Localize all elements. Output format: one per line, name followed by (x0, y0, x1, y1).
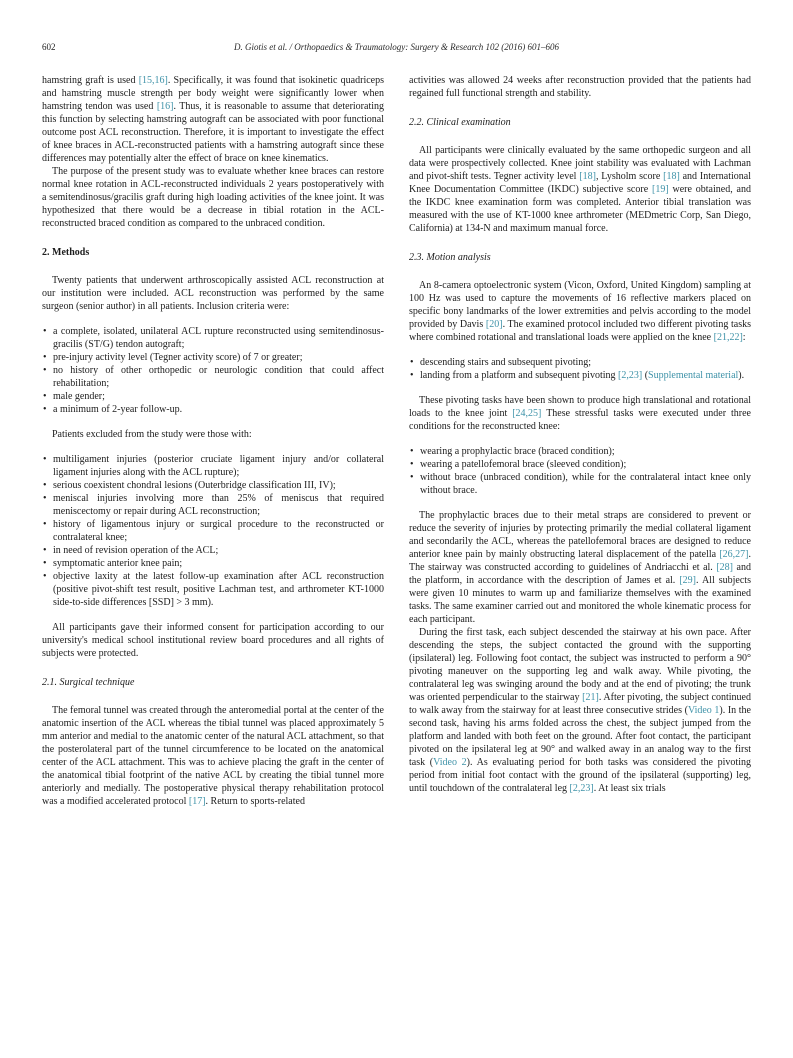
citation-link[interactable]: [15,16] (138, 75, 168, 86)
paragraph (42, 274, 384, 313)
text-run: . After pivoting, the subject continued to walk away from the stairway for at least three consecutive strides ( (409, 692, 751, 716)
text-run: and International Knee Documentation Committee (IKDC) subjective score (409, 171, 751, 195)
text-run: a complete, isolated, unilateral ACL rupture reconstructed using semitendinosus-gracilis (ST/G) tendon autograft; (53, 326, 384, 350)
citation-link[interactable]: [19] (651, 184, 669, 195)
journal-citation-line: D. Giotis et al. / Orthopaedics & Traumatology: Surgery & Research 102 (2016) 601–606 (233, 42, 560, 52)
citation-link[interactable]: [29] (679, 575, 696, 586)
citation-link[interactable]: Supplemental material (648, 370, 739, 381)
text-run: serious coexistent chondral lesions (Outerbridge classification III, IV); (53, 480, 336, 491)
list-item (409, 458, 751, 471)
text-run: and the platform, in accordance with the description of James et al. (409, 562, 751, 586)
text-run: ). In the second task, having his arms folded across the chest, the subject jumped from the platform and landed with both feet on the ground. After foot contact, the participant pivoted on the ipsilateral leg at 90° and walked away in an analog way to the first task ( (409, 705, 751, 768)
text-run: These pivoting tasks have been shown to produce high translational and rotational loads to the knee joint (409, 395, 751, 419)
citation-link[interactable]: [21,22] (713, 332, 743, 343)
paragraph (42, 428, 384, 441)
text-run: . Thus, it is reasonable to assume that deteriorating this function by selecting hamstring autograft can be associated with poor functional outcome post ACL reconstruction. Therefore, it is important to investigate the effect of knee braces in ACL-reconstructed patients with a hamstring autograft since these differences may potentially alter the effect of brace on knee kinematics. (42, 101, 385, 164)
running-header (42, 42, 751, 53)
text-run: . The examined protocol included two different pivoting tasks where combined rotational and translational loads were applied on the knee (409, 319, 751, 343)
paragraph (409, 74, 751, 100)
citation-link[interactable]: [20] (485, 319, 503, 330)
list-item (42, 453, 384, 479)
text-run: These stressful tasks were executed under three conditions for the reconstructed knee: (409, 408, 751, 432)
list-item (42, 364, 384, 390)
list-item (409, 471, 751, 497)
text-run: All participants gave their informed consent for participation according to our university's medical school institutional review board procedures and all rights of subjects were protected. (42, 622, 384, 659)
text-run: . The stairway was constructed according to guidelines of Andriacchi et al. (409, 549, 751, 573)
citation-link[interactable]: [17] (188, 796, 206, 807)
subsection-heading: 2.3. Motion analysis (409, 252, 491, 263)
text-run: An 8-camera optoelectronic system (Vicon, Oxford, United Kingdom) sampling at 100 Hz was used to capture the movements of 16 reflective markers placed on specific bony landmarks of the lower extremities and pelvis according to the model provided by Davis (409, 280, 751, 330)
text-run: Patients excluded from the study were those with: (52, 429, 252, 440)
paragraph (42, 704, 384, 808)
list-item (42, 570, 384, 609)
list-item (42, 544, 384, 557)
paragraph (409, 509, 751, 626)
text-run: The purpose of the present study was to evaluate whether knee braces can restore normal knee rotation in ACL-reconstructed individuals 2 years postoperatively with a semitendinosus/gracilis graft during high loading activities of the knee joint. It was hypothesized that there would be a decrease in tibial rotation in the ACL-reconstructed braced condition as compared to the unbraced condition. (42, 166, 384, 229)
citation-link[interactable]: [18] (663, 171, 680, 182)
text-run: history of ligamentous injury or surgical procedure to the reconstructed or contralateral knee; (53, 519, 384, 543)
list-item (42, 557, 384, 570)
text-run: ). As evaluating period for both tasks was considered the pivoting period from initial foot contact with the ground of the ipsilateral (supporting) leg, until touchdown of the contralateral leg (409, 757, 751, 794)
text-run: ). (738, 370, 745, 381)
text-run: meniscal injuries involving more than 25% of meniscus that required meniscectomy or repair during ACL reconstruction; (53, 493, 384, 517)
text-run: . At least six trials (593, 783, 666, 794)
list-item (409, 369, 751, 382)
list-item (42, 479, 384, 492)
citation-link[interactable]: [18] (579, 171, 596, 182)
citation-link[interactable]: Video 2 (433, 757, 467, 768)
text-run: Twenty patients that underwent arthroscopically assisted ACL reconstruction at our institution were included. ACL reconstruction was performed by the same surgeon (senior author) in all patients. Inclusion criteria were: (42, 275, 384, 312)
text-run: landing from a platform and subsequent pivoting (420, 370, 619, 381)
text-run: . Specifically, it was found that isokinetic quadriceps and hamstring muscle strength per body weight were significantly lower when hamstring tendon was used (42, 75, 385, 112)
citation-link[interactable]: Video 1 (687, 705, 720, 716)
text-run: The prophylactic braces due to their metal straps are considered to prevent or reduce the severity of injuries by protecting primarily the medial collateral ligament and secondarily the ACL, whereas the patellofemoral braces are designed to reduce anterior knee pain by mainly obstructing lateral displacement of the patella (409, 510, 751, 560)
text-run: were obtained, and the IKDC knee examination form was completed. Anterior tibial translation was measured with the use of KT-1000 knee arthrometer (MEDmetric Corp, San Diego, California) at 134-N and maximum manual force. (409, 184, 751, 234)
citation-link[interactable]: [2,23] (569, 783, 594, 794)
text-run: During the first task, each subject descended the stairway at his own pace. After descending the steps, the subject contacted the ground with the supporting (ipsilateral) leg. Following foot contact, the subject was instructed to perform a 90° pivoting maneuver on the supporting leg and walk away. While pivoting, the contralateral leg was swinging around the body and at the end of pivoting; the trunk was oriented perpendicular to the stairway (409, 627, 751, 703)
text-run: , Lysholm score (595, 171, 664, 182)
text-run: symptomatic anterior knee pain; (53, 558, 183, 569)
text-run: in need of revision operation of the ACL; (53, 545, 219, 556)
paragraph (409, 626, 751, 795)
text-run: male gender; (53, 391, 105, 402)
text-run: hamstring graft is used (42, 75, 139, 86)
text-run: without brace (unbraced condition), while for the contralateral intact knee only without brace. (420, 472, 751, 496)
section-heading: 2. Methods (42, 247, 90, 258)
text-run: multiligament injuries (posterior cruciate ligament injury and/or collateral ligament injuries along with the ACL rupture); (53, 454, 384, 478)
paragraph (42, 74, 384, 165)
text-run: wearing a prophylactic brace (braced condition); (420, 446, 615, 457)
text-run: descending stairs and subsequent pivoting; (420, 357, 592, 368)
citation-link[interactable]: [2,23] (618, 370, 643, 381)
text-run: no history of other orthopedic or neurologic condition that could affect rehabilitation; (53, 365, 384, 389)
list-item (409, 356, 751, 369)
subsection-heading: 2.1. Surgical technique (42, 677, 135, 688)
right-column (409, 74, 751, 808)
paragraph (42, 165, 384, 230)
paragraph (409, 279, 751, 344)
citation-link[interactable]: [21] (582, 692, 599, 703)
subsection-heading: 2.2. Clinical examination (409, 117, 511, 128)
text-run: . All subjects were given 10 minutes to warm up and familiarize themselves with the examined tasks. The same examiner carried out and monitored the whole kinematic process for each participant. (409, 575, 751, 625)
citation-link[interactable]: [28] (716, 562, 734, 573)
list-item (42, 403, 384, 416)
paragraph (42, 621, 384, 660)
paragraph (409, 394, 751, 433)
text-run: All participants were clinically evaluated by the same orthopedic surgeon and all data were prospectively collected. Knee joint stability was evaluated with Lachman and pivot-shift tests. Tegner activity level (409, 145, 751, 182)
list-item (42, 390, 384, 403)
list-item (42, 492, 384, 518)
bullet-list (409, 356, 751, 382)
text-run: : (742, 332, 746, 343)
text-run: activities was allowed 24 weeks after reconstruction provided that the patients had regained full functional strength and stability. (409, 75, 751, 99)
text-run: pre-injury activity level (Tegner activity score) of 7 or greater; (53, 352, 303, 363)
list-item (42, 518, 384, 544)
list-item (42, 325, 384, 351)
text-run: a minimum of 2-year follow-up. (53, 404, 183, 415)
citation-link[interactable]: [16] (156, 101, 174, 112)
paragraph (409, 144, 751, 235)
bullet-list (42, 453, 384, 609)
text-run: objective laxity at the latest follow-up examination after ACL reconstruction (positive pivot-shift test result, positive Lachman test, and arthrometer KT-1000 side-to-side differences [SSD] > 3 mm). (53, 571, 384, 608)
bullet-list (409, 445, 751, 497)
text-run: The femoral tunnel was created through the anteromedial portal at the center of the anatomic insertion of the ACL whereas the tibial tunnel was placed approximately 5 mm anterior and medial to the anatomic center of the natural ACL attachment, so that the posterolateral part of the tunnel circumference to be located on the anatomical center of the ACL attachment. This was to achieve placing the graft in the center of the anatomical tibial footprint of the native ACL by creating the tibial tunnel more anteriorly and medially. The postoperative physical therapy rehabilitation protocol was a modified accelerated protocol (42, 705, 385, 807)
list-item (42, 351, 384, 364)
text-run: ( (642, 370, 649, 381)
list-item (409, 445, 751, 458)
page-number: 602 (42, 42, 56, 52)
left-column (42, 74, 384, 808)
bullet-list (42, 325, 384, 416)
citation-link[interactable]: [24,25] (512, 408, 542, 419)
text-run: . Return to sports-related (205, 796, 305, 807)
citation-link[interactable]: [26,27] (719, 549, 749, 560)
two-column-body (42, 74, 751, 808)
text-run: wearing a patellofemoral brace (sleeved condition); (420, 459, 627, 470)
